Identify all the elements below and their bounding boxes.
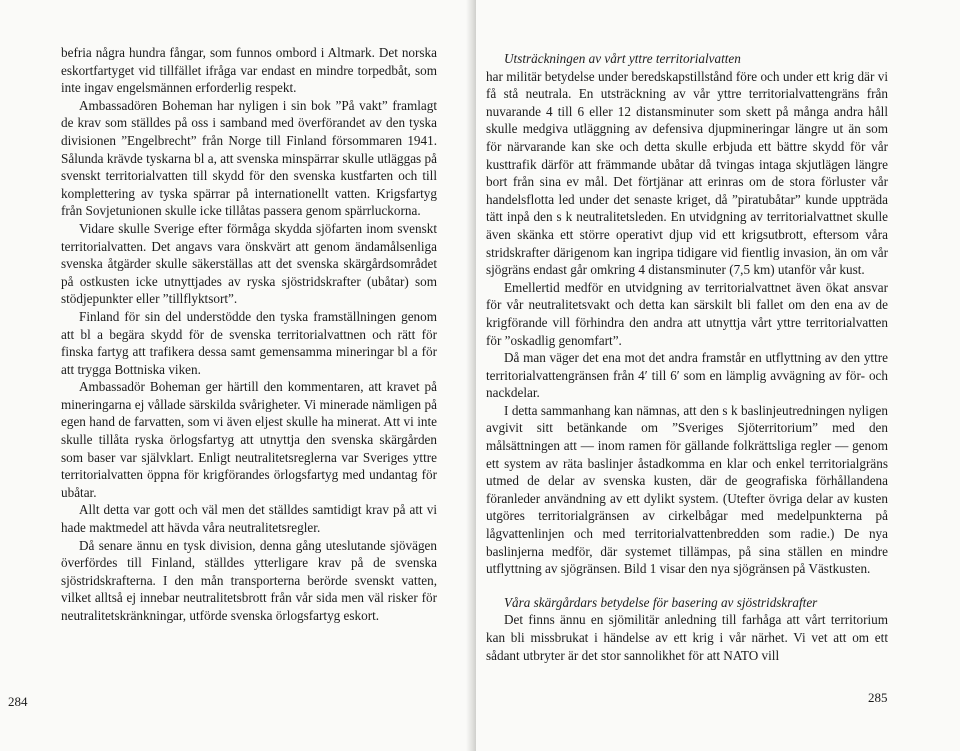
left-page <box>0 0 474 751</box>
book-gutter <box>466 0 476 751</box>
paragraph: Emellertid medför en utvidgning av territorialvattnet även ökat ansvar för vår neutralitetsvakt och detta kan särskilt bli fallet om den ena av de krigförande vill förhindra den andra att utnyttja vårt yttre territorialvatten för ”oskadlig genomfart”. <box>486 279 888 348</box>
paragraph: Det finns ännu en sjömilitär anledning till farhåga att vårt territorium kan bli missbrukat i händelse av ett krig i vår närhet. Vi vet att om ett sådant utbryter är det stor sannolikhet för att NATO vill <box>486 612 888 663</box>
right-page-text <box>486 50 888 664</box>
paragraph: har militär betydelse under beredskapstillstånd före och under ett krig där vi få stå neutrala. En utsträckning av vår yttre territorialvattengräns från nuvarande 4 till 6 eller 12 distansminuter som skett på många andra håll skulle medgiva utläggning av defensiva djupmineringar längre ut än som för närvarande kan ske och detta skulle erbjuda ett bättre skydd för vår kusttrafik därför att främmande ubåtar då tvingas intaga skjutlägen längre bort från sina ev mål. Det förtjänar att erinras om de stora förluster vår handelsflotta led under det senaste kriget, då ”piratubåtar” kunde uppträda tätt inpå den s k neutralitetsleden. En utvidgning av territorialvattnet skulle även skänka ett större operativt djup vid ett krigsutbrott, eftersom våra stridskrafter därigenom kan ingripa tidigare vid fientlig invasion, än om vår sjögräns endast går omkring 4 distansminuter (7,5 km) utanför vår kust. <box>486 68 888 278</box>
paragraph: Ambassadör Boheman ger härtill den kommentaren, att kravet på mineringarna ej vållade särskilda svårigheter. Vi minerade nämligen på egen hand de farvatten, som vi även eljest skulle ha minerat. Att vi inte skulle tillåta ryska örlogsfartyg att utnyttja den svenska skärgården som baser var självklart. Enligt neutralitetsreglerna var Sveriges yttre territorialvatten öppna för krigförandes örlogsfartyg med undantag för ubåtar. <box>61 379 437 500</box>
page-number-left: 284 <box>8 694 28 709</box>
paragraph: I detta sammanhang kan nämnas, att den s k baslinjeutredningen nyligen avgivit sitt betänkande om ”Sveriges Sjöterritorium” med den målsättningen att — inom ramen för gällande folkrättsliga regler — genom ett system av räta baslinjer åstadkomma en klar och enkel territorialgräns utmed de delar av svenska kusten, där de geografiska förhållandena föranleder användning av ett dylikt system. (Utefter övriga delar av kusten utgöres territorialgränsen av cirkelbågar med medelpunkterna på lågvattenlinjen och med territorialvattenbredden som radie.) De nya baslinjerna medför, där systemet tillämpas, på sina ställen en mindre utflyttning av sjögränsen. Bild 1 visar den nya sjögränsen på Västkusten. <box>486 402 888 577</box>
paragraph: Ambassadören Boheman har nyligen i sin bok ”På vakt” framlagt de krav som ställdes på oss i samband med överförandet av den tyska divisionen ”Engelbrecht” från Norge till Finland försommaren 1941. Sålunda krävde tyskarna bl a, att svenska minspärrar skulle utläggas på svenskt territorialvatten till skydd för den svenska kustfarten och till komplettering av tyska spärrar på internationellt vatten. Krigsfartyg från Sovjetunionen skulle icke tillåtas passera genom spärrluckorna. <box>61 97 437 219</box>
left-page-text <box>61 44 437 625</box>
paragraph: Då senare ännu en tysk division, denna gång uteslutande sjövägen överfördes till Finland, ställdes ytterligare krav på de svenska sjöstridskrafterna. I den mån transporterna berörde svenskt vatten, vilket alltså ej innebar neutralitetsbrott från vår sida men väl risker för neutralitetskränkningar, utförde svenska örlogsfartyg eskort. <box>61 537 437 623</box>
page-number-right: 285 <box>868 690 888 705</box>
paragraph: Allt detta var gott och väl men det ställdes samtidigt krav på att vi hade maktmedel att hävda våra neutralitetsregler. <box>61 502 437 536</box>
paragraph: Finland för sin del understödde den tyska framställningen genom att bl a begära skydd för de svenska territorialvattnen och rätt för finska fartyg att trafikera dessa samt gemensamma mineringar bl a för att trygga Bottniska viken. <box>61 308 437 377</box>
section-heading: Utsträckningen av vårt yttre territorialvatten <box>504 51 741 66</box>
paragraph: Då man väger det ena mot det andra framstår en utflyttning av den yttre territorialvattengränsen från 4′ till 6′ som en lämplig avvägning av för- och nackdelar. <box>486 350 888 401</box>
paragraph: befria några hundra fångar, som funnos ombord i Altmark. Det norska eskortfartyget vid tillfället ifråga var endast en mindre torpedbåt, som inte ingav engelsmännen erforderlig respekt. <box>61 45 437 96</box>
section-heading: Våra skärgårdars betydelse för basering av sjöstridskrafter <box>504 594 818 610</box>
paragraph: Vidare skulle Sverige efter förmåga skydda sjöfarten inom svenskt territorialvatten. Det angavs vara önskvärt att genom ändamålsenliga svenska åtgärder skulle säkerställas att det svenska skärgårdsområdet på ostkusten icke utnyttjades av ryska sjöstridskrafter (ubåtar) som stödjepunkter eller ”tillflyktsort”. <box>61 220 437 307</box>
right-page <box>476 0 960 751</box>
